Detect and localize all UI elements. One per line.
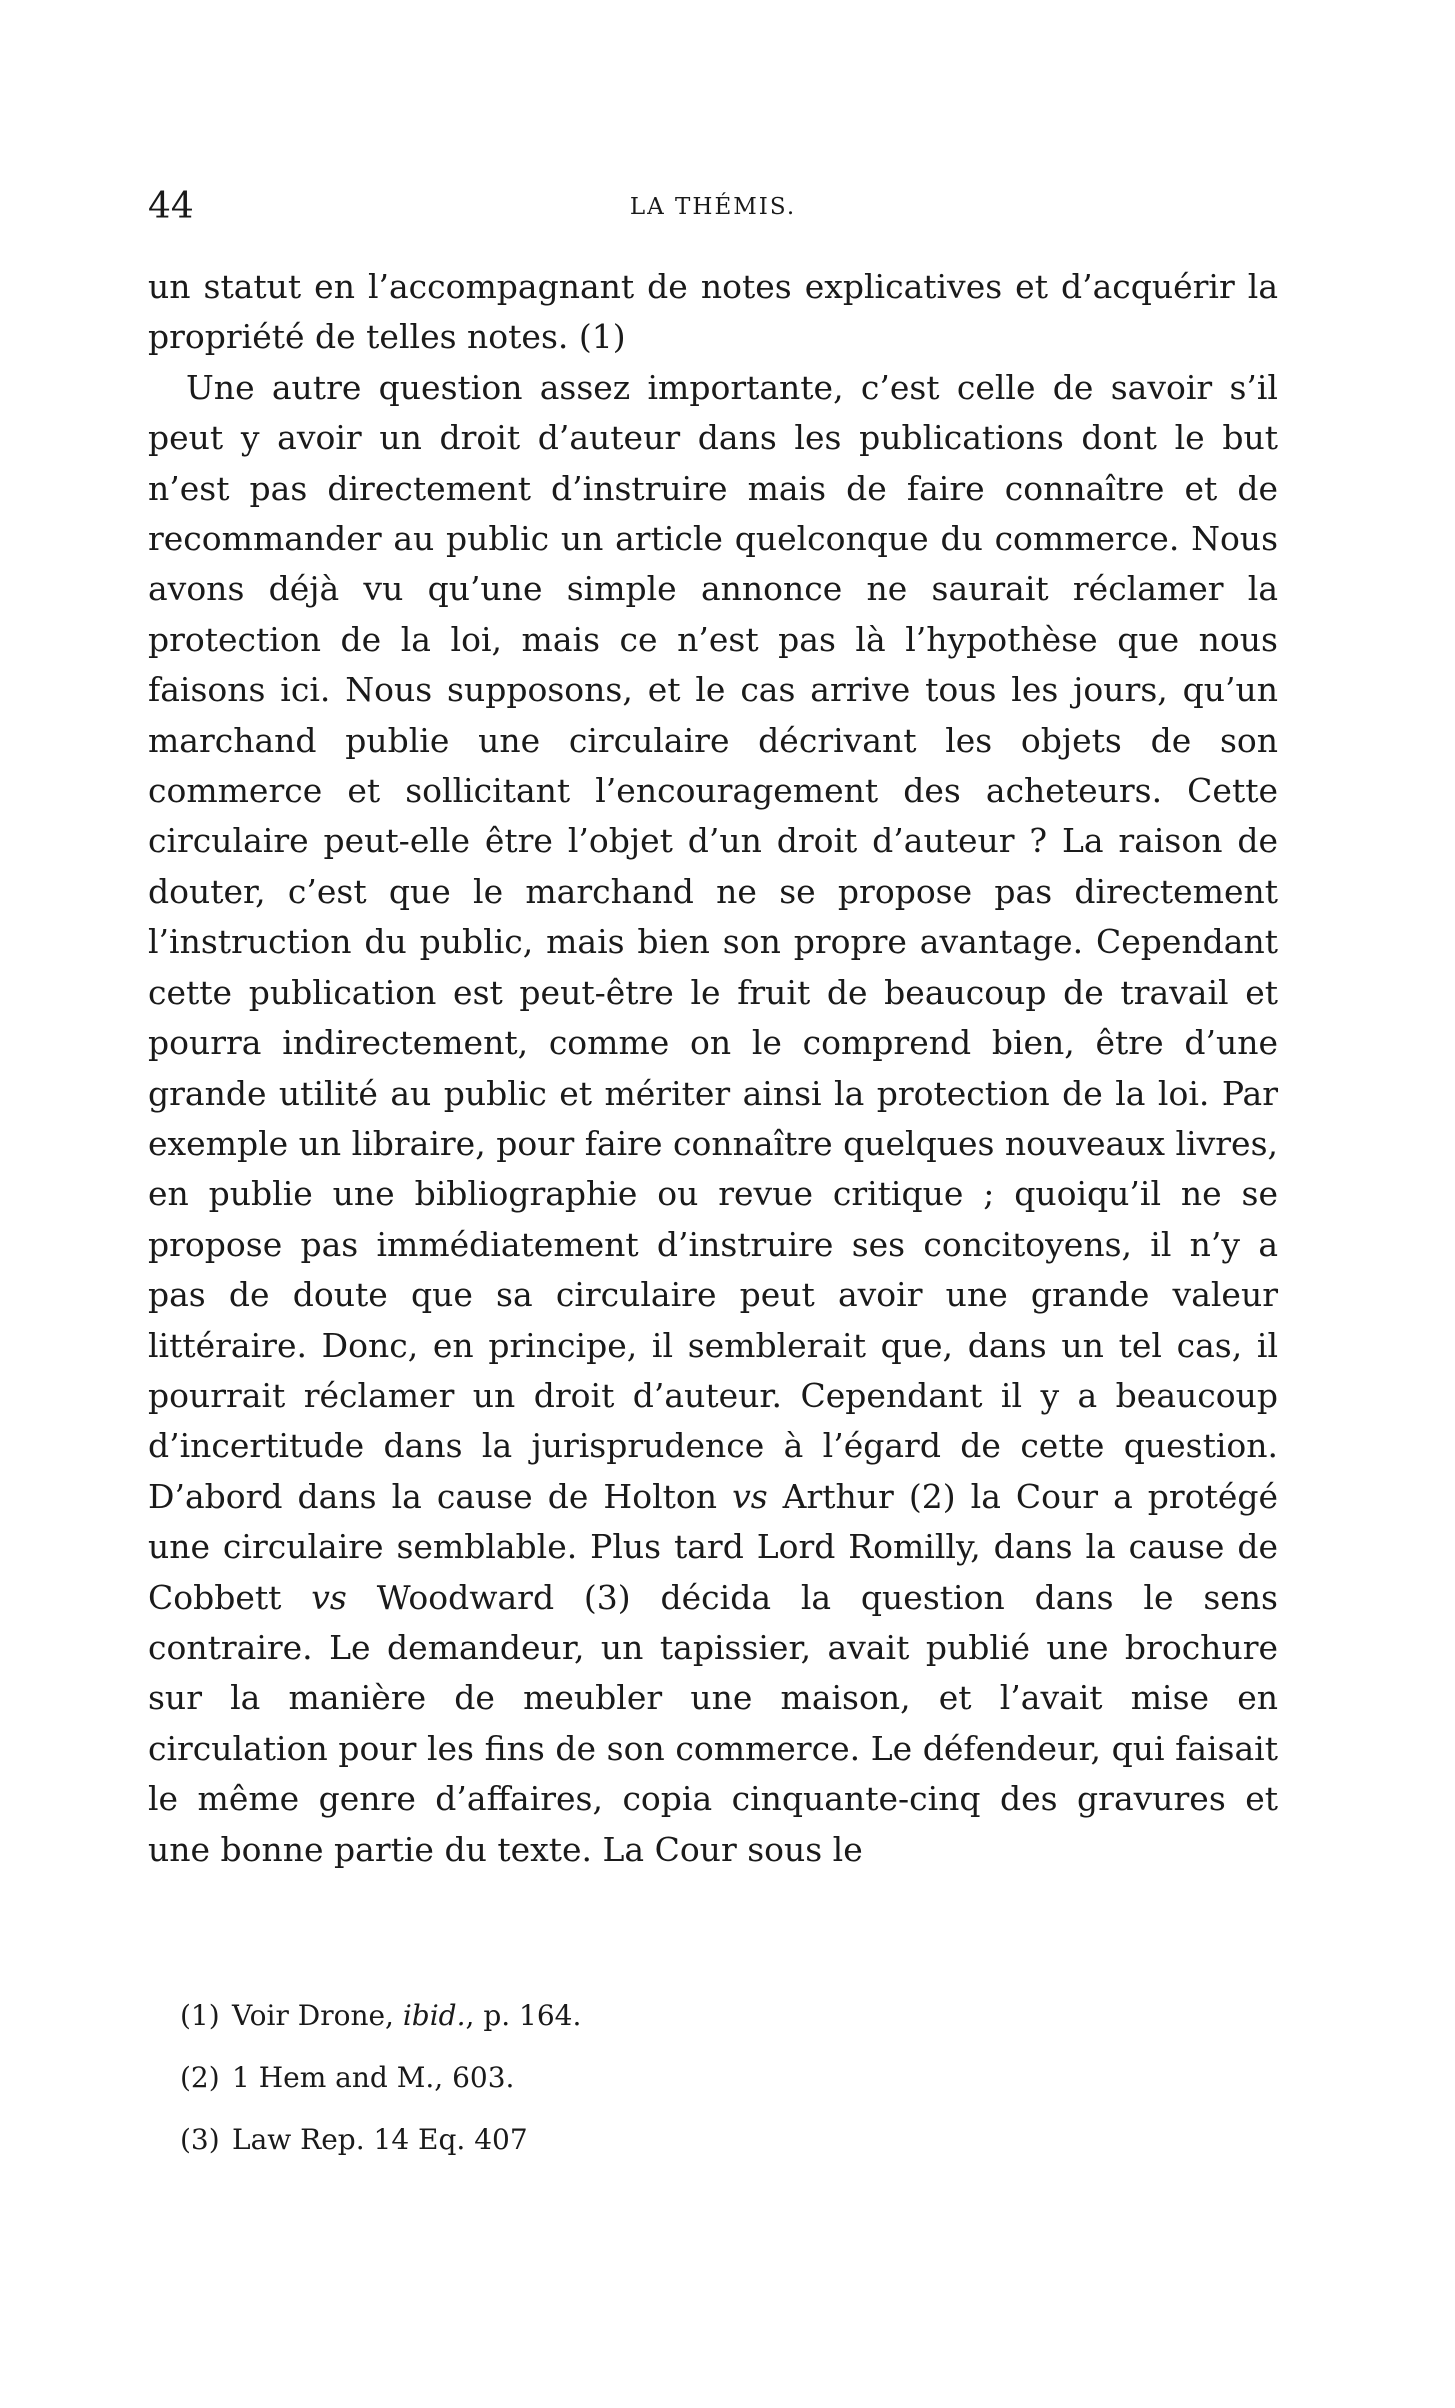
footnotes	[180, 1985, 1080, 2171]
paragraph-2-part-a: Une autre question assez importante, c’est celle de savoir s’il peut y avoir un droit d’auteur dans les publications dont le but n’est pas directement d’instruire mais de faire connaître et de recommander au public un article quelconque du commerce. Nous avons déjà vu qu’une simple annonce ne saurait réclamer la protection de la loi, mais ce n’est pas là l’hypothèse que nous faisons ici. Nous supposons, et le cas arrive tous les jours, qu’un marchand publie une circulaire décrivant les objets de son commerce et sollicitant l’encouragement des acheteurs. Cette circulaire peut-elle être l’objet d’un droit d’auteur ? La raison de douter, c’est que le marchand ne se propose pas directement l’instruction du public, mais bien son propre avantage. Cependant cette publication est peut-être le fruit de beaucoup de travail et pourra indirectement, comme on le comprend bien, être d’une grande utilité au public et mériter ainsi la protection de la loi. Par exemple un libraire, pour faire connaître quelques nouveaux livres, en publie une bibliographie ou revue critique ; quoiqu’il ne se propose pas immédiatement d’instruire ses concitoyens, il n’y a pas de doute que sa circulaire peut avoir une grande valeur littéraire. Donc, en principe, il semblerait que, dans un tel cas, il pourrait réclamer un droit d’auteur. Cependant il y a beaucoup d’incertitude dans la jurisprudence à l’égard de cette question. D’abord dans la cause de Holton	[148, 367, 1278, 1516]
footnote-emphasis: ibid.	[402, 1999, 466, 2032]
footnote-text: , p. 164.	[465, 1999, 582, 2032]
versus-abbrev: vs	[311, 1577, 347, 1617]
running-head: LA THÉMIS.	[629, 194, 797, 220]
page-number: 44	[148, 186, 194, 227]
paragraph-2	[148, 363, 1278, 1875]
footnote-1	[180, 1985, 1080, 2047]
paragraph-1: un statut en l’accompagnant de notes explicatives et d’acquérir la propriété de telles notes. (1)	[148, 267, 1278, 357]
footnote-3	[180, 2109, 1080, 2171]
footnote-2	[180, 2047, 1080, 2109]
paragraph-2-part-c: Woodward (3) décida la question dans le sens contraire. Le demandeur, un tapissier, avait publié une brochure sur la manière de meubler une maison, et l’avait mise en circulation pour les fins de son commerce. Le défendeur, qui faisait le même genre d’affaires, copia cinquante-cinq des gravures et une bonne partie du texte. La Cour sous le	[148, 1577, 1278, 1869]
page-header	[148, 182, 1278, 232]
footnote-number: (2)	[180, 2061, 220, 2094]
versus-abbrev: vs	[732, 1476, 768, 1516]
body-text	[148, 262, 1278, 1875]
footnote-text: Voir Drone,	[232, 1999, 403, 2032]
paragraph-2-part-b: Arthur (2) la Cour a protégé une circulaire semblable. Plus tard Lord Romilly, dans la cause de Cobbett	[148, 1476, 1279, 1617]
footnote-number: (3)	[180, 2123, 220, 2156]
footnote-text: 1 Hem and M., 603.	[232, 2061, 515, 2094]
footnote-text: Law Rep. 14 Eq. 407	[232, 2123, 528, 2156]
footnote-number: (1)	[180, 1999, 220, 2032]
